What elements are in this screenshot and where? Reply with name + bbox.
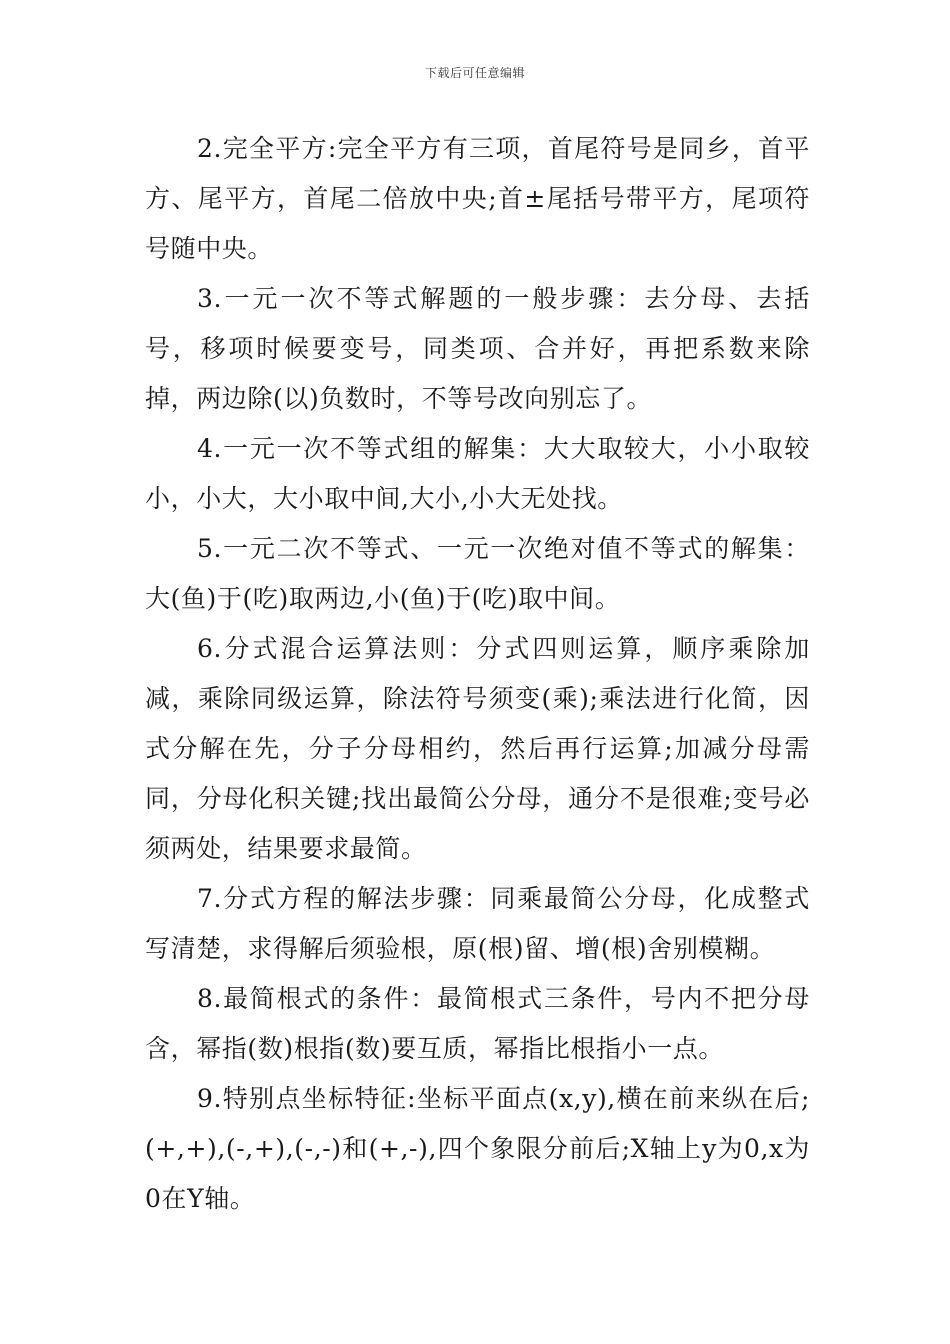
paragraph-coordinate-features: 9.特别点坐标特征:坐标平面点(x,y),横在前来纵在后;(+,+),(-,+),(-,-)和(+,-),四个象限分前后;X轴上y为0,x为0在Y轴。 <box>145 1084 810 1213</box>
document-body <box>145 124 810 1224</box>
paragraph-quadratic-inequality-solution: 5.一元二次不等式、一元一次绝对值不等式的解集：大(鱼)于(吃)取两边,小(鱼)于(吃)取中间。 <box>145 534 810 613</box>
paragraph-fraction-operations: 6.分式混合运算法则：分式四则运算，顺序乘除加减，乘除同级运算，除法符号须变(乘);乘法进行化简，因式分解在先，分子分母相约，然后再行运算;加减分母需同，分母化积关键;找出最简公分母，通分不是很难;变号必须两处，结果要求最简。 <box>145 634 810 863</box>
paragraph-linear-inequality-steps: 3.一元一次不等式解题的一般步骤：去分母、去括号，移项时候要变号，同类项、合并好，再把系数来除掉，两边除(以)负数时，不等号改向别忘了。 <box>145 284 810 413</box>
paragraph-fractional-equation-steps: 7.分式方程的解法步骤：同乘最简公分母，化成整式写清楚，求得解后须验根，原(根)留、增(根)舍别模糊。 <box>145 884 810 963</box>
paragraph-inequality-system-solution: 4.一元一次不等式组的解集：大大取较大，小小取较小，小大，大小取中间,大小,小大无处找。 <box>145 434 810 513</box>
paragraph-complete-square: 2.完全平方:完全平方有三项，首尾符号是同乡，首平方、尾平方，首尾二倍放中央;首±尾括号带平方，尾项符号随中央。 <box>145 134 810 263</box>
page-header: 下载后可任意编辑 <box>424 66 525 80</box>
paragraph-simplest-radical-conditions: 8.最简根式的条件：最简根式三条件，号内不把分母含，幂指(数)根指(数)要互质，幂指比根指小一点。 <box>145 984 810 1063</box>
